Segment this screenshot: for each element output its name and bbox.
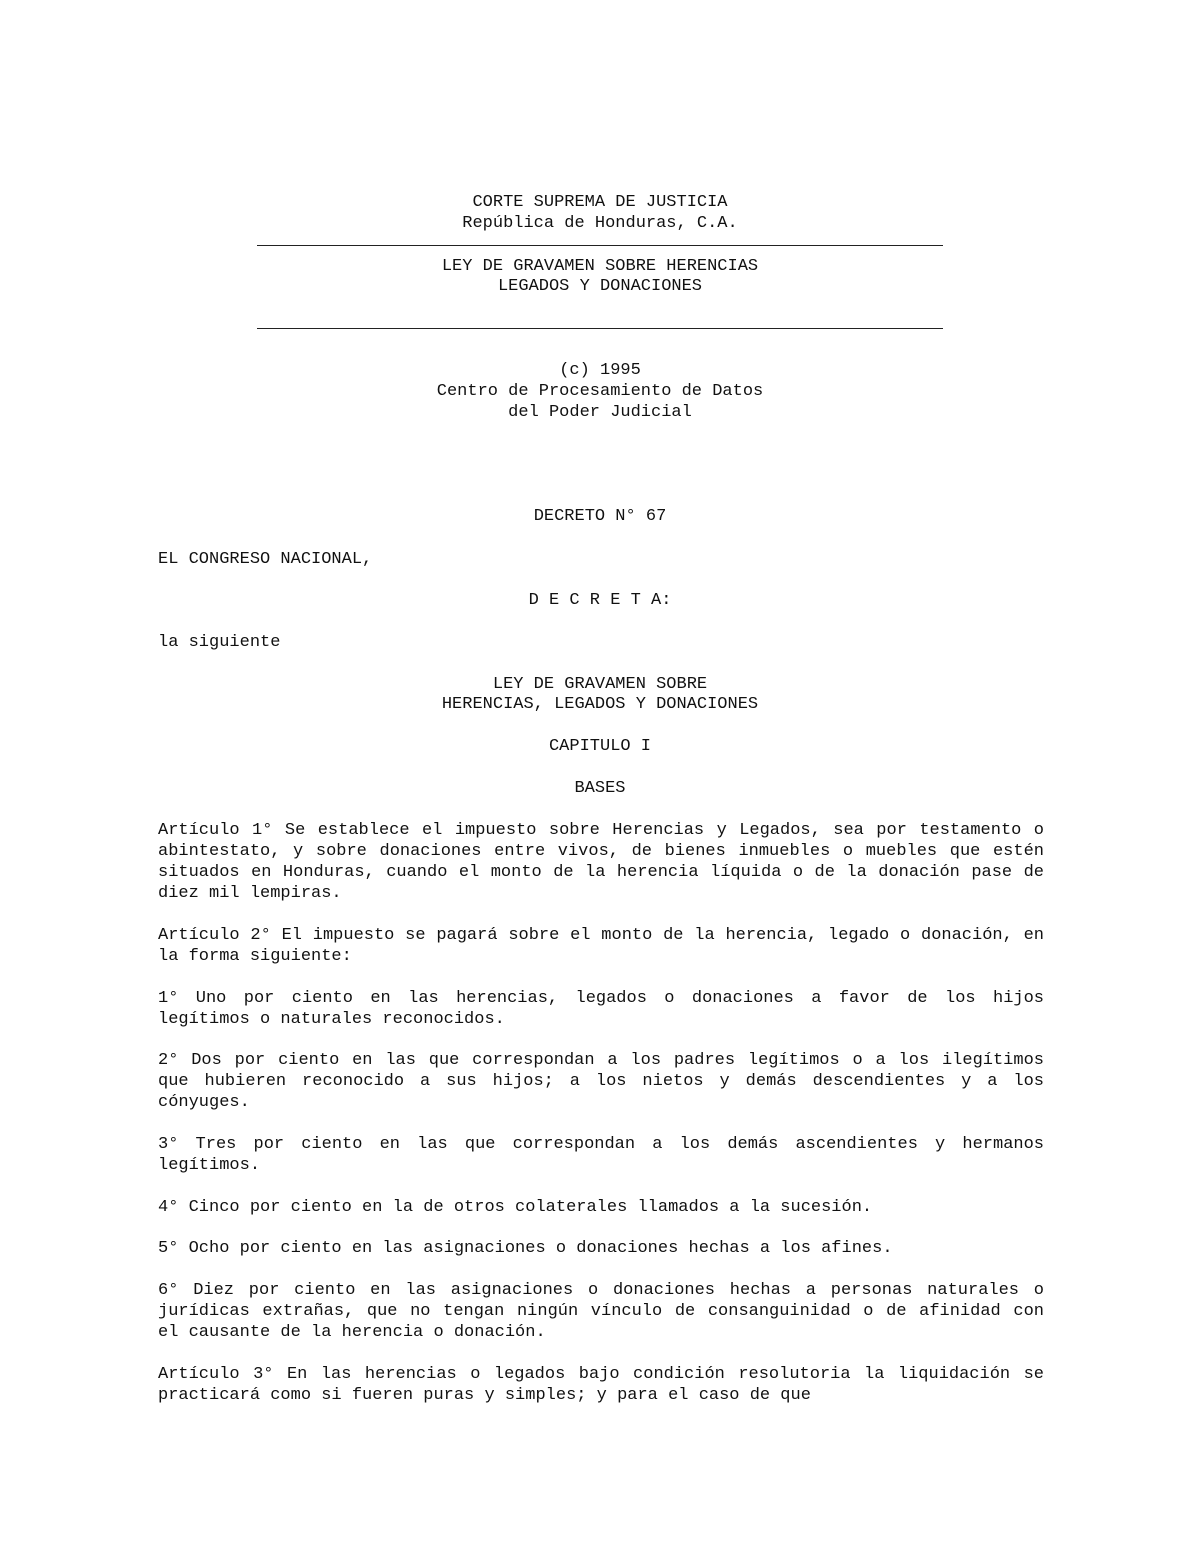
chapter-heading: CAPITULO I (548, 737, 652, 756)
article-2-item-2: 2° Dos por ciento en las que correspondan a los padres legítimos o a los ilegítimos que hubieren reconocido a sus hijos; a los nietos y demás descendientes y a los cónyuges. (158, 1051, 1044, 1112)
law-title-line-2: LEGADOS Y DONACIONES (497, 277, 703, 296)
institution-name: CORTE SUPREMA DE JUSTICIA (472, 193, 728, 212)
intro-text: la siguiente (158, 633, 281, 652)
article-2-item-3: 3° Tres por ciento en las que correspondan a los demás ascendientes y hermanos legítimos. (158, 1135, 1044, 1175)
article-1: Artículo 1° Se establece el impuesto sobre Herencias y Legados, sea por testamento o abintestato, y sobre donaciones entre vivos, de bienes inmuebles o muebles que estén situados en Honduras, cuando el monto de la herencia líquida o de la donación pase de diez mil lempiras. (158, 821, 1044, 903)
decree-number: DECRETO N° 67 (533, 507, 667, 526)
article-2-item-4: 4° Cinco por ciento en la de otros colaterales llamados a la sucesión. (158, 1198, 873, 1217)
law-title-line-1: LEY DE GRAVAMEN SOBRE HERENCIAS (441, 257, 759, 276)
law-name-line-1: LEY DE GRAVAMEN SOBRE (492, 675, 708, 694)
section-heading: BASES (574, 779, 626, 798)
country-name: República de Honduras, C.A. (462, 214, 738, 233)
article-2: Artículo 2° El impuesto se pagará sobre el monto de la herencia, legado o donación, en la forma siguiente: (158, 926, 1044, 966)
article-2-item-1: 1° Uno por ciento en las herencias, legados o donaciones a favor de los hijos legítimos o naturales reconocidos. (158, 989, 1044, 1029)
copyright-notice: (c) 1995 (559, 361, 641, 380)
article-2-item-6: 6° Diez por ciento en las asignaciones o donaciones hechas a personas naturales o jurídicas extrañas, que no tengan ningún vínculo de consanguinidad o de afinidad con el causante de la herencia o donación. (158, 1281, 1044, 1342)
article-3: Artículo 3° En las herencias o legados bajo condición resolutoria la liquidación se practicará como si fueren puras y simples; y para el caso de que (158, 1365, 1044, 1405)
congress-heading: EL CONGRESO NACIONAL, (158, 550, 373, 569)
decreta-heading: D E C R E T A: (528, 591, 672, 610)
law-name-line-2: HERENCIAS, LEGADOS Y DONACIONES (441, 695, 759, 714)
processing-center-line-2: del Poder Judicial (508, 403, 692, 422)
top-divider (257, 245, 943, 246)
article-2-item-5: 5° Ocho por ciento en las asignaciones o donaciones hechas a los afines. (158, 1239, 893, 1258)
bottom-divider (257, 328, 943, 329)
processing-center-line-1: Centro de Procesamiento de Datos (436, 382, 764, 401)
